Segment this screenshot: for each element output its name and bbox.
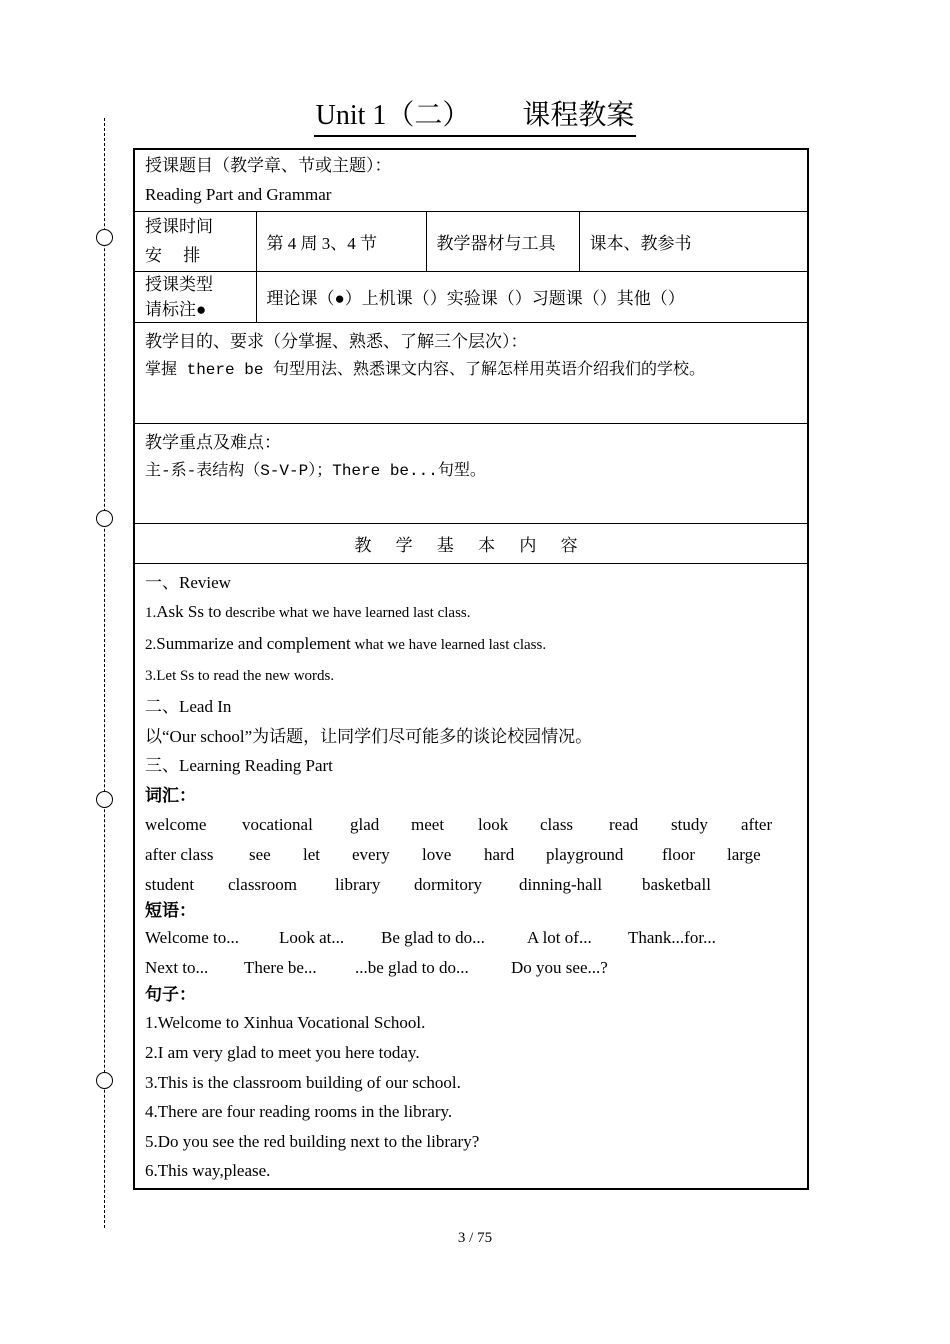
lead-in-text: 以“Our school”为话题，让同学们尽可能多的谈论校园情况。	[145, 726, 593, 746]
vocab-word: after class	[145, 845, 214, 865]
key-points-row	[134, 423, 808, 523]
title-unit: Unit 1（二）	[315, 100, 471, 131]
objectives-row	[134, 322, 808, 423]
page-current: 3	[457, 1230, 466, 1246]
phrase: Welcome to...	[145, 928, 239, 948]
lead-in-heading: 二、Lead In	[145, 697, 232, 717]
review-item	[145, 629, 797, 661]
type-value: 理论课（●）上机课（）实验课（）习题课（）其他（）	[256, 271, 808, 322]
vocab-word: after	[741, 815, 773, 835]
vocab-word: love	[422, 845, 452, 865]
tools-label: 教学器材与工具	[426, 211, 579, 271]
phrase: ...be glad to do...	[355, 957, 469, 977]
type-label-1: 授课类型	[145, 274, 213, 294]
vocab-word: vocational	[242, 815, 313, 835]
vocab-word: look	[478, 815, 509, 835]
vocab-label: 词汇：	[145, 785, 196, 805]
binding-hole-icon	[96, 791, 113, 808]
sentence: 2.I am very glad to meet you here today.	[145, 1043, 420, 1062]
vocab-word: class	[540, 815, 574, 835]
reading-heading: 三、Learning Reading Part	[145, 756, 333, 776]
sentence: 6.This way,please.	[145, 1161, 271, 1181]
vocab-word: floor	[662, 845, 696, 865]
vocab-word: welcome	[145, 815, 207, 835]
vocab-word: hard	[484, 845, 515, 865]
vocab-word: playground	[546, 845, 624, 865]
vocab-word: dinning-hall	[519, 874, 603, 894]
binding-hole-icon	[96, 229, 113, 246]
key-points-value: 主-系-表结构（S-V-P）；There be...句型。	[145, 462, 486, 481]
phrase: A lot of...	[527, 928, 592, 948]
page-total: 75	[477, 1230, 493, 1246]
topic-value: Reading Part and Grammar	[145, 185, 332, 205]
title-name: 课程教案	[522, 100, 635, 131]
vocab-word: dormitory	[414, 874, 482, 894]
binding-hole-icon	[96, 510, 113, 527]
sentence: 5.Do you see the red building next to the library?	[145, 1131, 480, 1151]
page-title	[0, 96, 950, 137]
review-rest: 3.Let Ss to read the new words.	[145, 668, 335, 685]
vocab-word: meet	[411, 815, 445, 835]
phrase: There be...	[244, 957, 317, 977]
schedule-label-1: 授课时间	[145, 216, 213, 236]
vocab-word: every	[352, 845, 390, 865]
content-row	[134, 563, 808, 1189]
type-label-2: 请标注●	[145, 299, 207, 319]
vocab-row	[145, 810, 797, 840]
review-num: 1.	[145, 605, 157, 622]
binding-hole-icon	[96, 1072, 113, 1089]
phrase: Do you see...?	[511, 957, 608, 977]
phrase-label: 短语：	[145, 901, 196, 921]
page-separator: /	[469, 1230, 474, 1246]
lesson-type-row	[134, 271, 808, 322]
vocab-word: student	[145, 874, 195, 894]
vocab-word: let	[303, 845, 320, 865]
phrase: Look at...	[279, 928, 345, 948]
schedule-row	[134, 211, 808, 271]
objectives-label: 教学目的、要求（分掌握、熟悉、了解三个层次）：	[145, 331, 528, 351]
vocab-word: glad	[350, 815, 380, 835]
tools-value: 课本、教参书	[579, 211, 808, 271]
objectives-value: 掌握 there be 句型用法、熟悉课文内容、了解怎样用英语介绍我们的学校。	[145, 361, 706, 380]
phrase: Be glad to do...	[381, 928, 485, 948]
vocab-word: classroom	[228, 874, 297, 894]
vocab-word: library	[335, 874, 381, 894]
key-points-label: 教学重点及难点：	[145, 432, 281, 452]
sentence-label: 句子：	[145, 985, 196, 1005]
vocab-row	[145, 840, 797, 870]
review-rest: what we have learned last class.	[350, 636, 547, 653]
phrase: Thank...for...	[628, 928, 716, 948]
vocab-word: see	[249, 845, 271, 865]
content-header-row	[134, 523, 808, 563]
vocab-word: study	[671, 815, 708, 835]
page-number	[0, 1230, 950, 1247]
review-item	[145, 660, 797, 692]
lesson-plan-table	[133, 148, 809, 1190]
content-header: 教 学 基 本 内 容	[134, 523, 808, 563]
topic-label: 授课题目（教学章、节或主题）：	[145, 155, 392, 175]
sentence: 3.This is the classroom building of our school.	[145, 1072, 461, 1092]
vocab-word: basketball	[642, 874, 711, 894]
schedule-value: 第 4 周 3、4 节	[256, 211, 426, 271]
schedule-label-2: 安 排	[145, 246, 201, 266]
phrase: Next to...	[145, 957, 209, 977]
sentence: 4.There are four reading rooms in the library.	[145, 1102, 453, 1122]
vocab-word: large	[727, 845, 761, 865]
review-heading: 一、Review	[145, 572, 231, 592]
phrase-row	[145, 953, 797, 983]
vocab-word: read	[609, 815, 639, 835]
review-lead: Ask Ss to	[156, 602, 222, 622]
review-lead: Summarize and complement	[156, 633, 351, 653]
phrase-row	[145, 923, 797, 953]
sentence: 1.Welcome to Xinhua Vocational School.	[145, 1013, 426, 1033]
review-item	[145, 597, 797, 629]
binding-line	[104, 118, 105, 1228]
topic-row	[134, 149, 808, 211]
review-rest: describe what we have learned last class.	[221, 605, 471, 622]
review-num: 2.	[145, 636, 157, 653]
vocab-row	[145, 870, 797, 900]
